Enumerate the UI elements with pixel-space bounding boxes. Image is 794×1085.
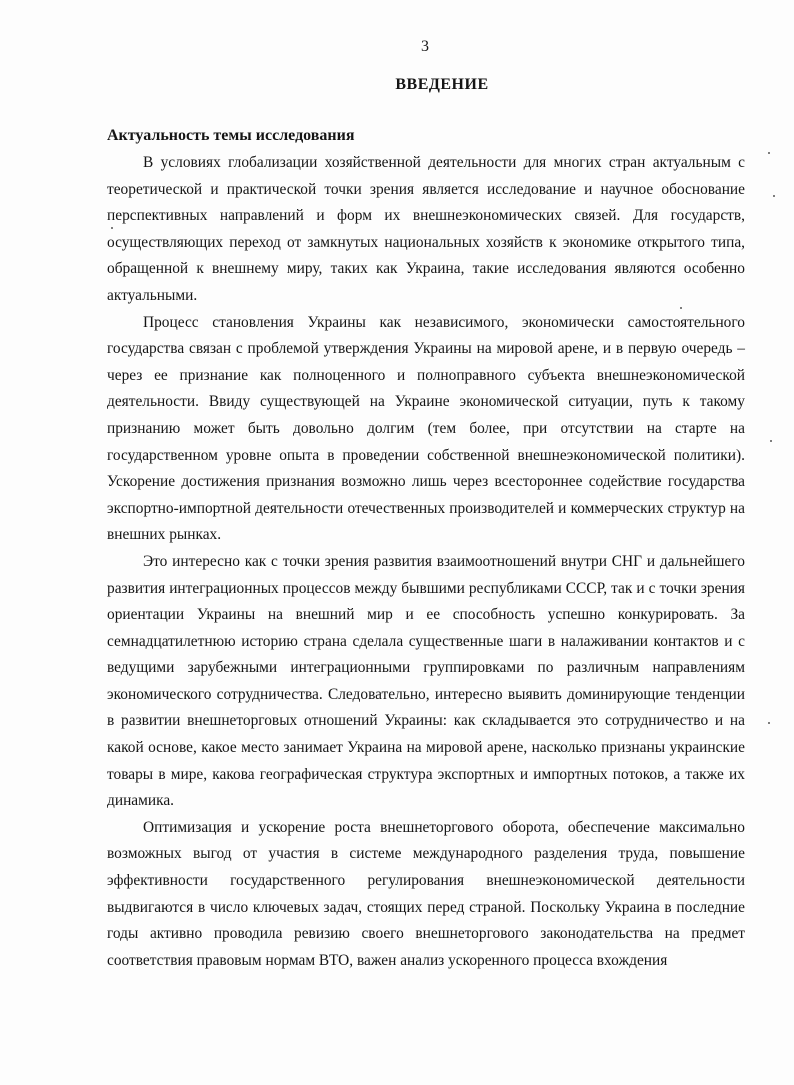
scan-speck <box>770 440 772 442</box>
page-title: ВВЕДЕНИЕ <box>395 76 489 93</box>
page-number: 3 <box>421 38 429 55</box>
paragraph-1: В условиях глобализации хозяйственной деятельности для многих стран актуальным с теоретической и практической точки зрения является исследование и научное обоснование перспективных направлений и форм их внешнеэкономических связей. Для государств, осуществляющих переход от замкнутых национальных хозяйств к экономике открытого типа, обращенной к внешнему миру, таких как Украина, такие исследования являются особенно актуальными. <box>107 154 745 304</box>
paragraph-2: Процесс становления Украины как независимого, экономически самостоятельного государства связан с проблемой утверждения Украины на мировой арене, и в первую очередь – через ее признание как полноценного и полноправного субъекта внешнеэкономической деятельности. Ввиду существующей на Украине экономической ситуации, путь к такому признанию может быть довольно долгим (тем более, при отсутствии на старте на государственном уровне опыта в проведении собственной внешнеэкономической политики). Ускорение достижения признания возможно лишь через всестороннее содействие государства экспортно-импортной деятельности отечественных производителей и коммерческих структур на внешних рынках. <box>107 313 745 544</box>
body-text <box>107 150 745 974</box>
section-heading: Актуальность темы исследования <box>107 127 355 144</box>
scan-speck <box>768 152 770 154</box>
scan-speck <box>680 307 682 309</box>
scan-speck <box>768 722 770 724</box>
scan-speck <box>111 227 113 229</box>
paragraph-3: Это интересно как с точки зрения развития взаимоотношений внутри СНГ и дальнейшего развития интеграционных процессов между бывшими республиками СССР, так и с точки зрения ориентации Украины на внешний мир и ее способность успешно конкурировать. За семнадцатилетнюю историю страна сделала существенные шаги в налаживании контактов и с ведущими зарубежными интеграционными группировками по различным направлениям экономического сотрудничества. Следовательно, интересно выявить доминирующие тенденции в развитии внешнеторговых отношений Украины: как складывается это сотрудничество и на какой основе, какое место занимает Украина на мировой арене, насколько признаны украинские товары в мире, какова географическая структура экспортных и импортных потоков, а также их динамика. <box>107 552 745 810</box>
scan-speck <box>773 195 775 197</box>
paragraph-4: Оптимизация и ускорение роста внешнеторгового оборота, обеспечение максимально возможных выгод от участия в системе международного разделения труда, повышение эффективности государственного регулирования внешнеэкономической деятельности выдвигаются в число ключевых задач, стоящих перед страной. Поскольку Украина в последние годы активно проводила ревизию своего внешнеторгового законодательства на предмет соответствия правовым нормам ВТО, важен анализ ускоренного процесса вхождения <box>107 818 745 969</box>
